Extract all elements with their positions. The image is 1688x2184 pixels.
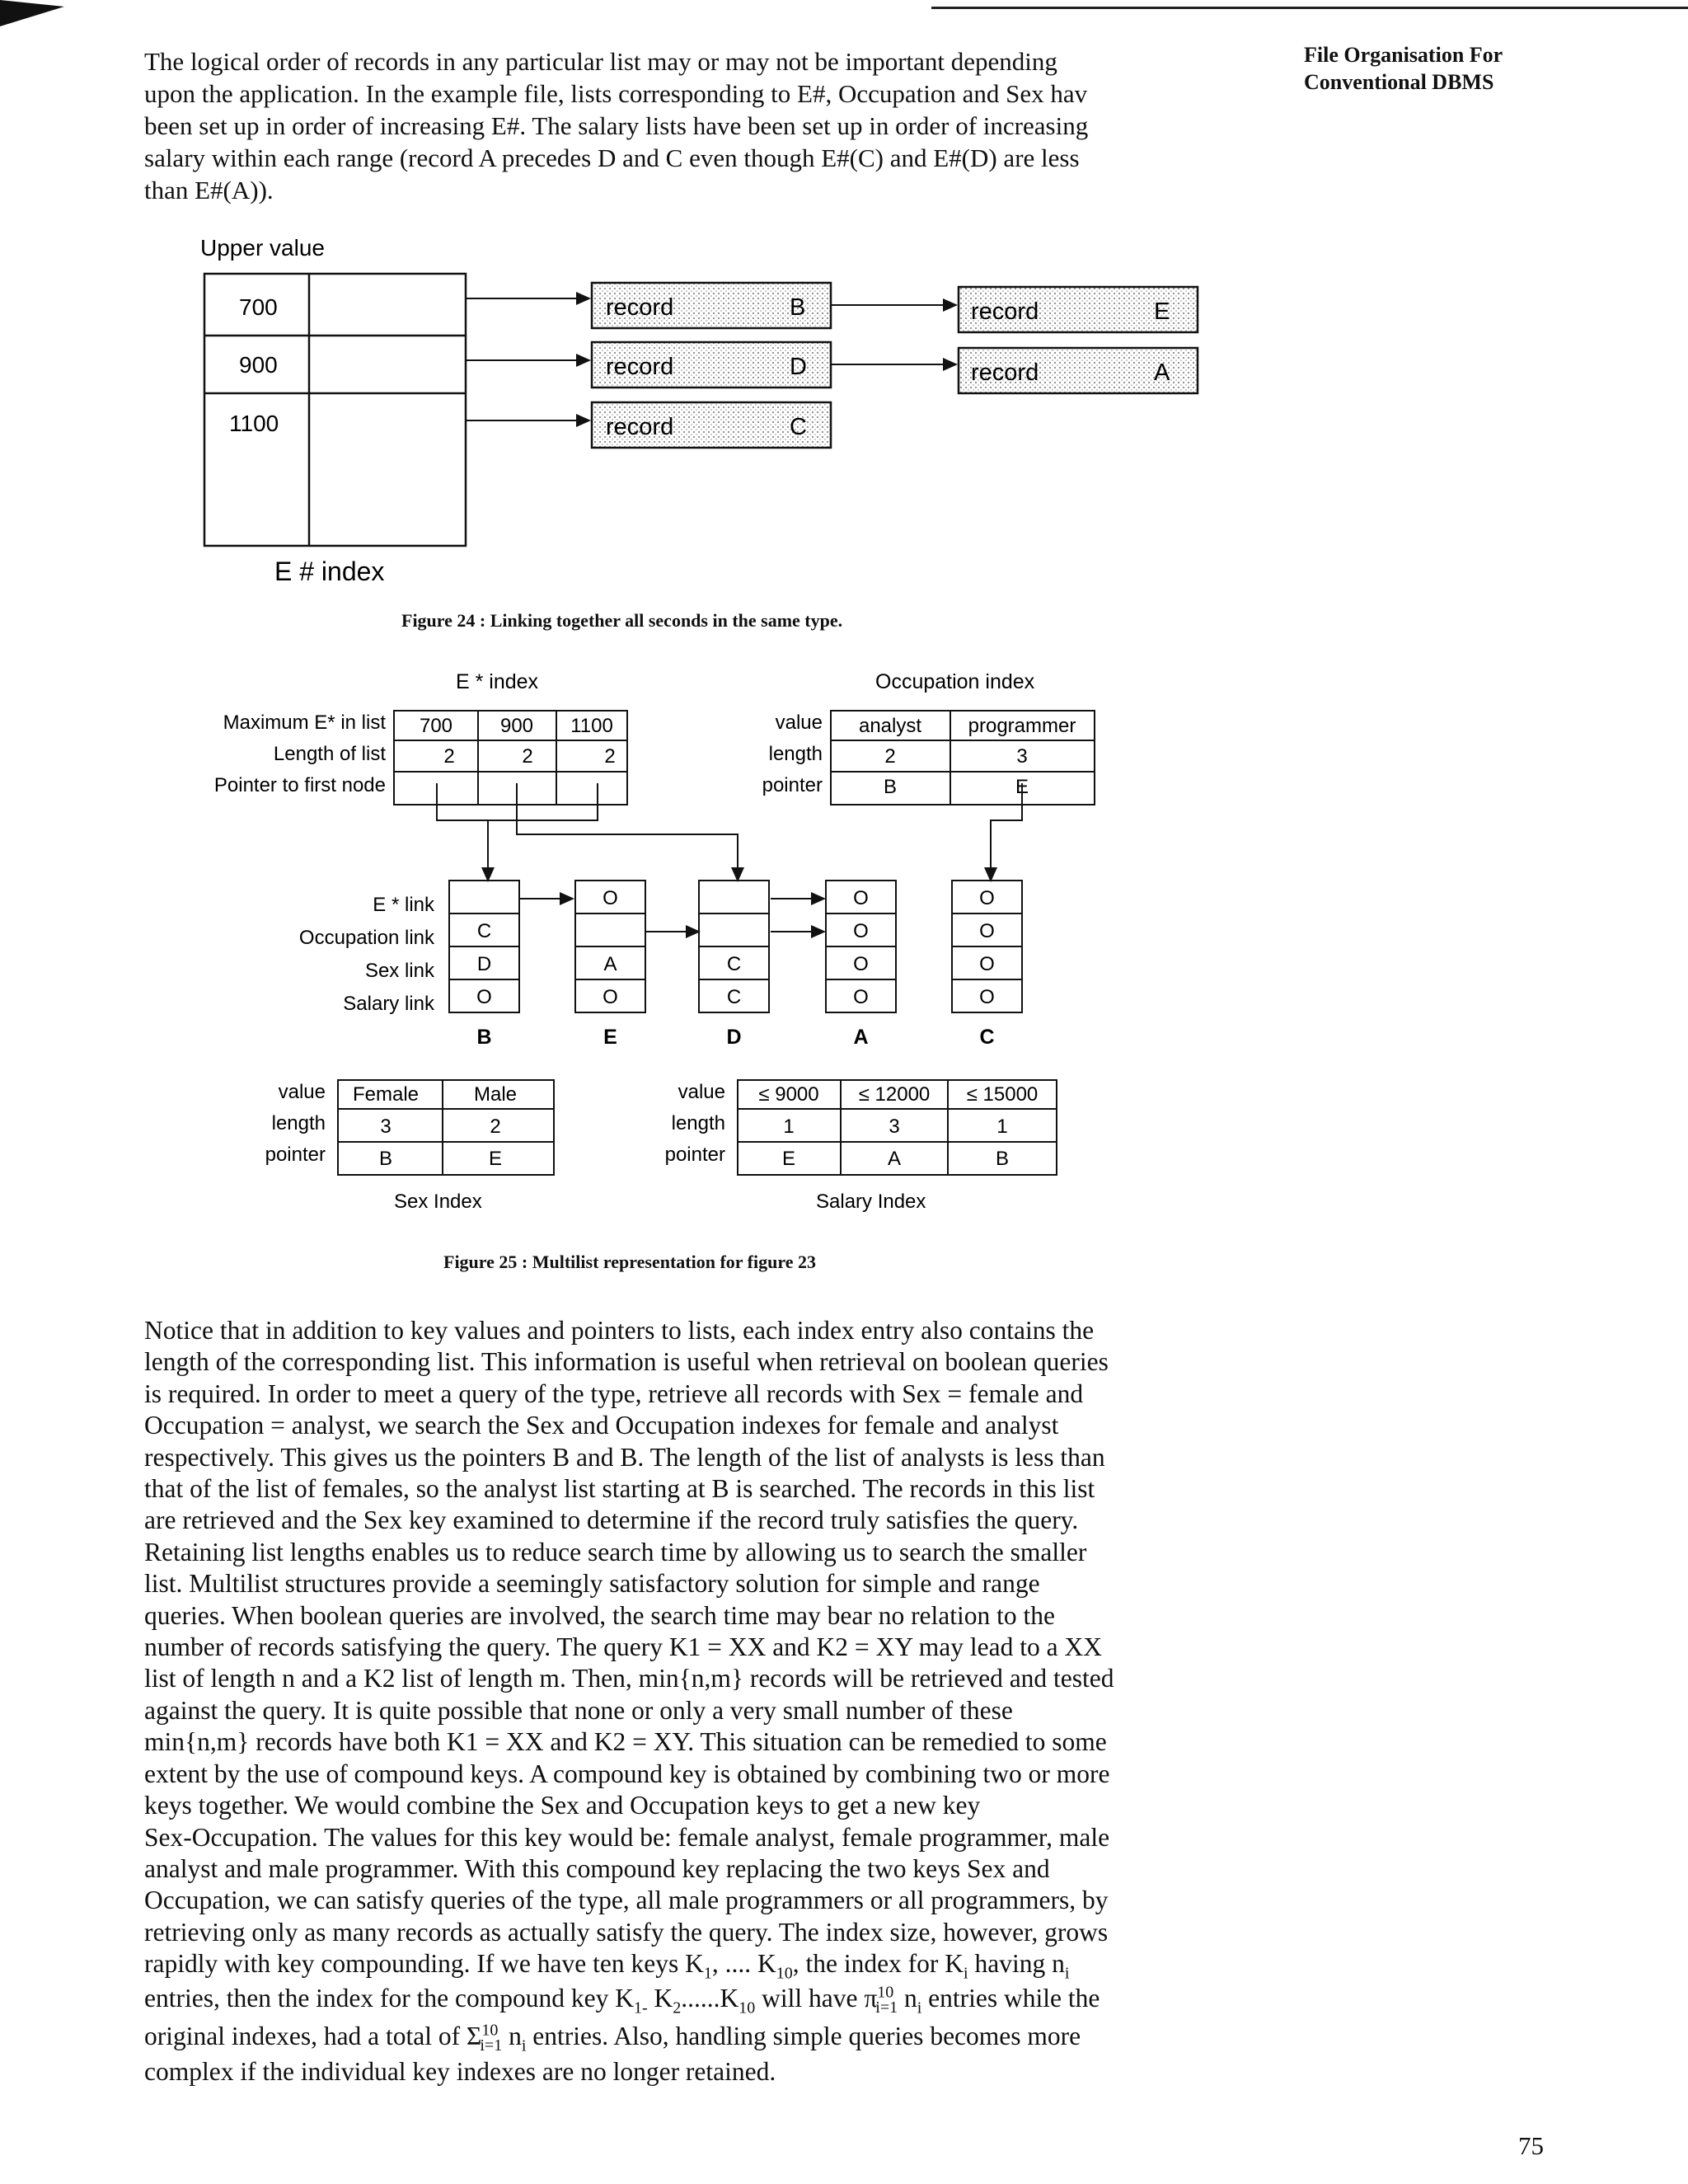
cell: 3 bbox=[889, 1115, 900, 1138]
record-node-a bbox=[826, 881, 896, 1049]
cell: 2 bbox=[443, 745, 455, 768]
row-label: pointer bbox=[664, 1144, 725, 1166]
node-cell-value: A bbox=[603, 953, 617, 975]
text-line: Notice that in addition to key values and pointers to lists, each index entry also contains the bbox=[144, 1316, 1095, 1345]
node-cell-value: O bbox=[603, 986, 618, 1008]
node-cell-value: O bbox=[979, 887, 995, 909]
text-line: retrieving only as many records as actually satisfy the query. The index size, however, grows bbox=[144, 1917, 1109, 1947]
node-cell-value: C bbox=[476, 920, 492, 942]
record-label: record bbox=[606, 354, 674, 380]
running-header-line: File Organisation For bbox=[1304, 43, 1503, 67]
cell: 1 bbox=[783, 1115, 795, 1138]
row-label: Pointer to first node bbox=[213, 774, 386, 796]
record-id: C bbox=[790, 414, 807, 440]
row-label: value bbox=[775, 712, 823, 734]
cell: B bbox=[883, 776, 898, 798]
corner-arrow-mark bbox=[0, 0, 91, 33]
node-name: D bbox=[726, 1026, 742, 1049]
text-line: respectively. This gives us the pointers B and B. The length of the list of analysts is less than bbox=[144, 1442, 1105, 1472]
figure-24-caption: Figure 24 : Linking together all seconds in the same type. bbox=[401, 610, 843, 631]
cell: 3 bbox=[1016, 745, 1028, 768]
sex-index-title: Sex Index bbox=[394, 1191, 482, 1213]
cell: ≤ 9000 bbox=[758, 1083, 819, 1106]
node-cell-value: O bbox=[979, 920, 995, 942]
record-nodes bbox=[449, 881, 1022, 1049]
node-cell bbox=[575, 914, 645, 946]
cell: B bbox=[995, 1148, 1010, 1170]
cell: 700 bbox=[419, 715, 453, 737]
record-node bbox=[959, 348, 1198, 393]
text-line: The logical order of records in any particular list may or may not be important depending bbox=[144, 47, 1057, 76]
link-label: Sex link bbox=[364, 960, 434, 982]
cell: ≤ 15000 bbox=[966, 1083, 1039, 1106]
occupation-index-title: Occupation index bbox=[875, 670, 1035, 693]
record-label: record bbox=[971, 359, 1039, 386]
cell: Female bbox=[352, 1083, 420, 1106]
node-cell-value: C bbox=[726, 986, 742, 1008]
text-line: queries. When boolean queries are involved, the search time may bear no relation to the bbox=[144, 1600, 1056, 1630]
cell: A bbox=[887, 1148, 902, 1170]
e-index-title: E * index bbox=[456, 670, 539, 693]
cell: E bbox=[488, 1148, 503, 1170]
link-label: Salary link bbox=[343, 993, 434, 1015]
cell: 2 bbox=[490, 1115, 501, 1138]
figure-24 bbox=[0, 223, 1688, 643]
cell: 2 bbox=[884, 745, 896, 768]
page-number: 75 bbox=[1518, 2131, 1544, 2160]
cell: 2 bbox=[604, 745, 616, 768]
node-cell-value: O bbox=[603, 887, 618, 909]
record-node-b bbox=[449, 881, 519, 1049]
node-name: E bbox=[603, 1026, 617, 1049]
node-cell-value: O bbox=[979, 953, 995, 975]
text-line: that of the list of females, so the analyst list starting at B is searched. The records in this list bbox=[144, 1474, 1095, 1504]
formula-line: rapidly with key compounding. If we have ten keys $K_1$, .... $K_{10}$, the index for $K_i$ having $n_i$ bbox=[144, 1949, 1070, 1983]
node-cell bbox=[699, 881, 769, 914]
record-node-e bbox=[575, 881, 645, 1049]
cell: 900 bbox=[499, 715, 534, 737]
cell: 2 bbox=[522, 745, 533, 768]
row-label: pointer bbox=[265, 1144, 326, 1166]
node-cell-value: O bbox=[979, 986, 995, 1008]
node-cell bbox=[449, 881, 519, 914]
node-cell-value: O bbox=[853, 953, 869, 975]
record-label: record bbox=[606, 414, 674, 440]
link-label: E * link bbox=[373, 894, 434, 916]
node-cell bbox=[699, 914, 769, 946]
cell: 3 bbox=[380, 1115, 392, 1138]
text-line: been set up in order of increasing E#. The salary lists have been set up in order of increasing bbox=[144, 111, 1089, 140]
row-label: length bbox=[271, 1112, 326, 1134]
cell: E bbox=[1015, 776, 1029, 798]
node-cell-value: O bbox=[853, 920, 869, 942]
record-label: record bbox=[606, 294, 674, 321]
text-line: against the query. It is quite possible that none or only a very small number of these bbox=[144, 1695, 1013, 1725]
row-label: length bbox=[768, 743, 823, 765]
text-line: is required. In order to meet a query of the type, retrieve all records with Sex = female and bbox=[144, 1379, 1084, 1408]
body-paragraph bbox=[144, 1315, 1232, 2088]
link-label: Occupation link bbox=[298, 927, 434, 949]
cell: E bbox=[781, 1148, 796, 1170]
record-node-c bbox=[952, 881, 1022, 1049]
cell: analyst bbox=[858, 715, 922, 737]
node-cell-value: O bbox=[476, 986, 492, 1008]
record-id: D bbox=[790, 354, 807, 380]
node-name: C bbox=[979, 1026, 995, 1049]
row-label: pointer bbox=[762, 774, 823, 796]
text-line: Sex-Occupation. The values for this key would be: female analyst, female programmer, male bbox=[144, 1822, 1110, 1852]
running-header bbox=[1304, 41, 1503, 96]
text-line: Occupation, we can satisfy queries of the type, all male programmers or all programmers, by bbox=[144, 1886, 1109, 1915]
row-label: Length of list bbox=[273, 743, 386, 765]
cell: ≤ 12000 bbox=[858, 1083, 931, 1106]
index-value-cell: 700 bbox=[239, 294, 278, 320]
node-name: B bbox=[476, 1026, 492, 1049]
cell: 1 bbox=[996, 1115, 1008, 1138]
figure-25 bbox=[0, 660, 1688, 1253]
text-line: list of length n and a K2 list of length m. Then, min{n,m} records will be retrieved and tested bbox=[144, 1664, 1114, 1693]
index-value-cell: 900 bbox=[239, 352, 278, 378]
running-header-line: Conventional DBMS bbox=[1304, 70, 1494, 94]
text-line: keys together. We would combine the Sex and Occupation keys to get a new key bbox=[144, 1791, 981, 1820]
record-node bbox=[592, 402, 831, 448]
row-label: value bbox=[278, 1081, 326, 1103]
text-line: number of records satisfying the query. The query K1 = XX and K2 = XY may lead to a XX bbox=[144, 1632, 1102, 1662]
record-label: record bbox=[971, 298, 1039, 325]
e-index-label: E # index bbox=[274, 557, 385, 586]
text-line: than E#(A)). bbox=[144, 176, 274, 204]
record-id: A bbox=[1154, 359, 1170, 386]
record-node bbox=[592, 283, 831, 328]
record-id: E bbox=[1154, 298, 1170, 325]
intro-paragraph bbox=[144, 45, 1175, 206]
cell: Male bbox=[473, 1083, 518, 1106]
salary-index-title: Salary Index bbox=[816, 1191, 926, 1213]
node-name: A bbox=[853, 1026, 869, 1049]
record-id: B bbox=[790, 294, 806, 321]
text-line: are retrieved and the Sex key examined to determine if the record truly satisfies the query. bbox=[144, 1505, 1079, 1535]
figure-25-caption: Figure 25 : Multilist representation for figure 23 bbox=[443, 1252, 816, 1272]
row-label: value bbox=[678, 1081, 725, 1103]
record-node-d bbox=[699, 881, 769, 1049]
cell: 1100 bbox=[570, 715, 613, 737]
text-line: Occupation = analyst, we search the Sex and Occupation indexes for female and analyst bbox=[144, 1411, 1059, 1440]
record-node bbox=[959, 287, 1198, 332]
formula-line: entries, then the index for the compound key $K_{1-}$ $K_2......K_{10}$ will have $\pi^{10}_{i=1}$ $n_i$ entries while the bbox=[144, 1983, 1100, 2017]
text-line: min{n,m} records have both K1 = XX and K2 = XY. This situation can be remedied to some bbox=[144, 1727, 1107, 1757]
node-cell-value: D bbox=[476, 953, 492, 975]
index-value-cell: 1100 bbox=[229, 411, 279, 436]
text-line: salary within each range (record A precedes D and C even though E#(C) and E#(D) are less bbox=[144, 143, 1080, 172]
cell: B bbox=[378, 1148, 393, 1170]
upper-value-label: Upper value bbox=[200, 235, 325, 261]
node-cell-value: C bbox=[726, 953, 742, 975]
text-line: Retaining list lengths enables us to reduce search time by allowing us to search the smaller bbox=[144, 1537, 1087, 1566]
row-label: Maximum E* in list bbox=[223, 712, 386, 734]
text-line: list. Multilist structures provide a seemingly satisfactory solution for simple and range bbox=[144, 1569, 1040, 1599]
text-line: analyst and male programmer. With this compound key replacing the two keys Sex and bbox=[144, 1853, 1050, 1883]
row-label: length bbox=[671, 1112, 725, 1134]
text-line: extent by the use of compound keys. A compound key is obtained by combining two or more bbox=[144, 1759, 1110, 1788]
cell: programmer bbox=[968, 715, 1076, 737]
header-rule bbox=[931, 7, 1688, 9]
node-cell-value: O bbox=[853, 887, 869, 909]
record-node bbox=[592, 342, 831, 387]
formula-line: original indexes, had a total of $\Sigma^{10}_{i=1}$ $n_i$ entries. Also, handling simple queries becomes more bbox=[144, 2021, 1081, 2055]
text-line: complex if the individual key indexes are no longer retained. bbox=[144, 2056, 776, 2086]
text-line: upon the application. In the example file, lists corresponding to E#, Occupation and Sex hav bbox=[144, 79, 1088, 108]
node-cell-value: O bbox=[853, 986, 869, 1008]
text-line: length of the corresponding list. This information is useful when retrieval on boolean queries bbox=[144, 1347, 1109, 1377]
